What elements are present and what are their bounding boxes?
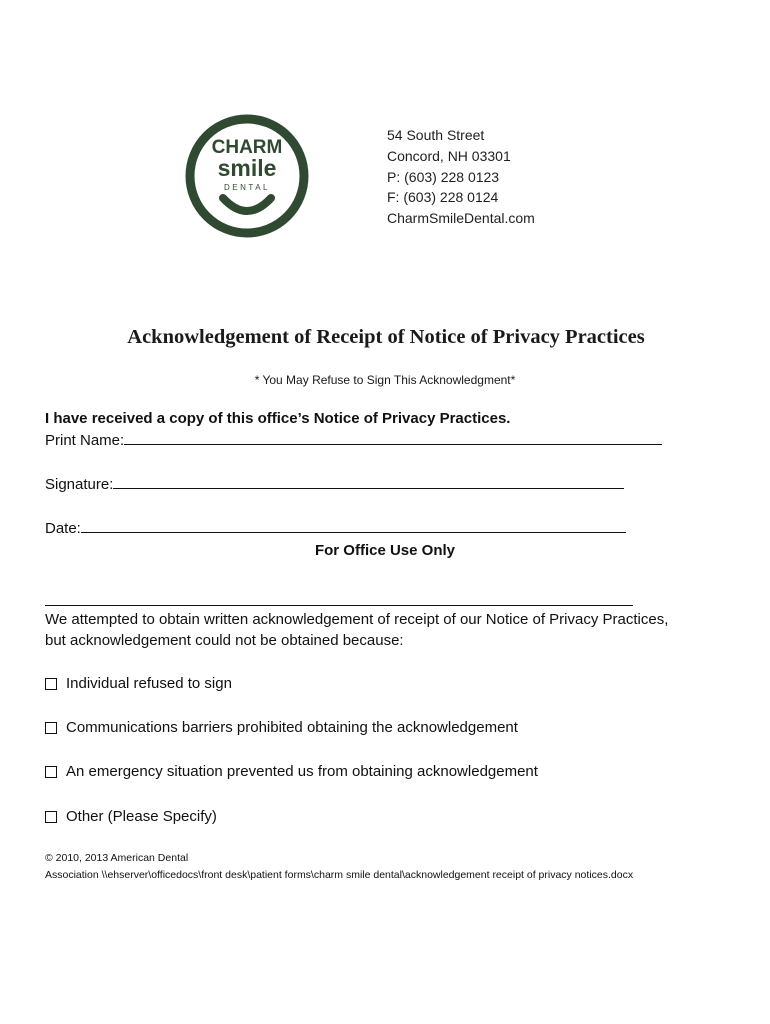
reason-label-emergency: An emergency situation prevented us from obtaining acknowledgement <box>66 763 538 780</box>
date-label: Date: <box>45 520 81 537</box>
address-block <box>387 125 535 229</box>
checkbox-emergency[interactable] <box>45 766 57 778</box>
reason-label-communication: Communications barriers prohibited obtaining the acknowledgement <box>66 719 518 736</box>
address-city: Concord, NH 03301 <box>387 147 511 164</box>
received-statement: I have received a copy of this office’s Notice of Privacy Practices. <box>45 410 511 427</box>
signature-line[interactable] <box>113 476 624 489</box>
logo-text-dental: DENTAL <box>224 183 270 192</box>
address-phone: P: (603) 228 0123 <box>387 168 500 185</box>
address-fax: F: (603) 228 0124 <box>387 189 499 206</box>
logo-text-smile: smile <box>217 155 277 181</box>
logo-graphic <box>183 112 311 240</box>
address-street: 54 South Street <box>387 127 485 143</box>
print-name-label: Print Name: <box>45 432 125 449</box>
office-use-heading: For Office Use Only <box>314 542 456 559</box>
section-divider <box>45 605 633 606</box>
date-field[interactable] <box>45 520 626 537</box>
reason-option-other[interactable] <box>45 808 217 825</box>
print-name-field[interactable] <box>45 432 662 449</box>
footer-copyright: © 2010, 2013 American Dental <box>45 852 189 864</box>
reason-option-refused[interactable] <box>45 675 232 692</box>
footer-path: Association \\ehserver\officedocs\front desk\patient forms\charm smile dental\acknowledgement receipt of privacy notices.docx <box>45 869 634 881</box>
checkbox-other[interactable] <box>45 811 57 823</box>
logo-text-charm: CHARM <box>211 137 283 158</box>
refuse-note: * You May Refuse to Sign This Acknowledgment* <box>254 373 516 387</box>
address-website: CharmSmileDental.com <box>387 210 535 227</box>
reason-option-communication[interactable] <box>45 719 518 736</box>
footer <box>45 850 633 884</box>
reason-option-emergency[interactable] <box>45 763 538 780</box>
checkbox-refused[interactable] <box>45 678 57 690</box>
smile-icon <box>223 198 271 211</box>
document-title: Acknowledgement of Receipt of Notice of Privacy Practices <box>127 326 645 348</box>
print-name-line[interactable] <box>124 432 662 445</box>
date-line[interactable] <box>81 520 626 533</box>
attempt-paragraph: We attempted to obtain written acknowledgement of receipt of our Notice of Privacy Practices, but acknowledgement could not be obtained because: <box>45 611 669 649</box>
checkbox-communication[interactable] <box>45 722 57 734</box>
signature-field[interactable] <box>45 476 624 493</box>
signature-label: Signature: <box>45 476 114 493</box>
reason-label-refused: Individual refused to sign <box>66 675 232 692</box>
charm-smile-dental-logo <box>183 112 311 240</box>
reason-label-other: Other (Please Specify) <box>66 808 217 825</box>
